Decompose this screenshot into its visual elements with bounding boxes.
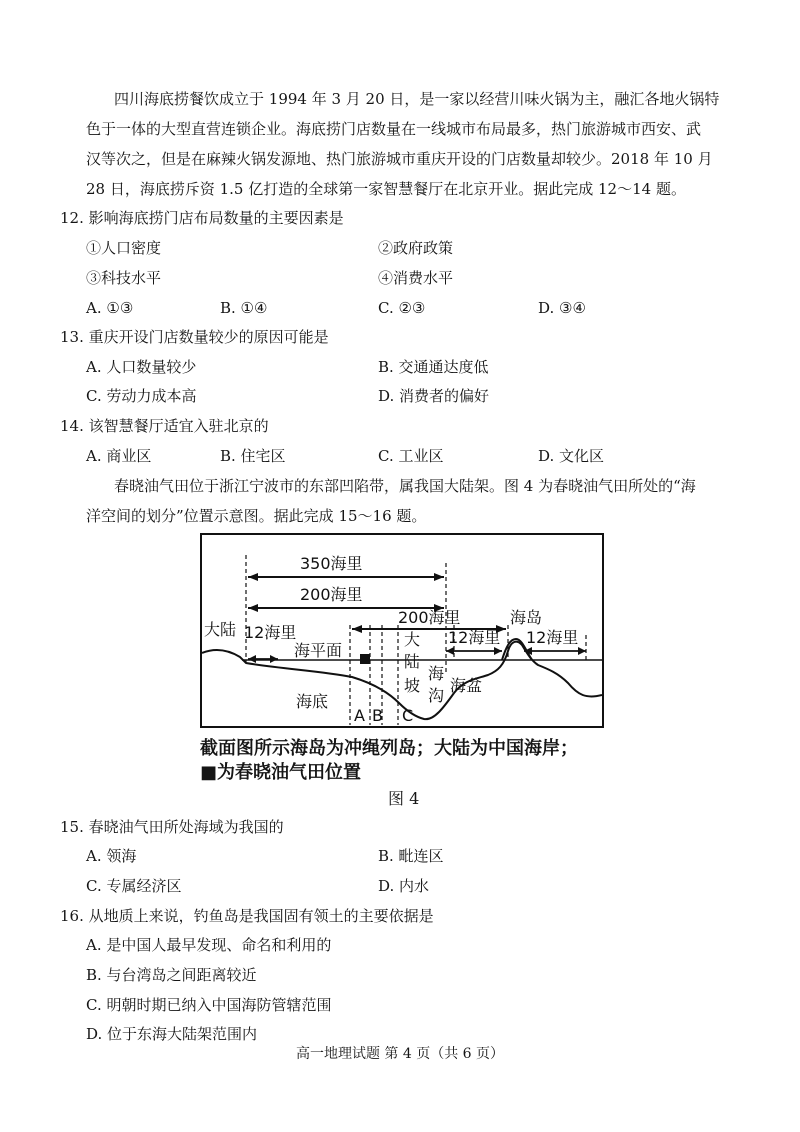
label-island: 海岛: [510, 608, 543, 627]
q16-option-a[interactable]: A. 是中国人最早发现、命名和利用的: [86, 936, 332, 954]
q16-stem: 16. 从地质上来说，钓鱼岛是我国固有领土的主要依据是: [60, 907, 434, 925]
passage1-line-1: 四川海底捞餐饮成立于 1994 年 3 月 20 日，是一家以经营川味火锅为主，融汇各地火锅特: [114, 90, 720, 108]
arrowhead: [494, 647, 502, 655]
q13-option-c[interactable]: C. 劳动力成本高: [86, 387, 197, 405]
label-ocean-basin: 海盆: [450, 676, 483, 695]
q15-option-b[interactable]: B. 毗连区: [378, 847, 444, 865]
q12-option-a[interactable]: A. ①③: [86, 299, 134, 317]
q13-option-b[interactable]: B. 交通通达度低: [378, 358, 489, 376]
label-continental-slope-2: 陆: [404, 652, 421, 671]
figure-caption-line-2: ■为春晓油气田位置: [200, 762, 362, 783]
page-footer: 高一地理试题 第 4 页（共 6 页）: [295, 1046, 505, 1062]
q12-option-b[interactable]: B. ①④: [220, 299, 268, 317]
label-12nm-right: 12海里: [526, 628, 579, 647]
label-continental-slope-1: 大: [404, 630, 421, 649]
label-12nm-mid: 12海里: [448, 628, 501, 647]
arrowhead: [248, 604, 258, 612]
q13-option-a[interactable]: A. 人口数量较少: [86, 358, 197, 376]
oil-gas-field-marker: [360, 654, 370, 664]
label-12nm-left: 12海里: [244, 623, 297, 642]
q15-option-a[interactable]: A. 领海: [86, 847, 137, 865]
label-continental-slope-3: 坡: [404, 676, 421, 695]
label-trench-1: 海: [428, 664, 445, 683]
ocean-zoning-diagram: [200, 533, 604, 728]
zone-label-a: A: [354, 706, 365, 725]
q15-option-c[interactable]: C. 专属经济区: [86, 877, 182, 895]
arrowhead: [270, 655, 278, 663]
arrowhead: [248, 655, 256, 663]
label-trench-2: 沟: [428, 686, 445, 705]
q16-option-c[interactable]: C. 明朝时期已纳入中国海防管辖范围: [86, 996, 332, 1014]
label-350nm: 350海里: [300, 554, 363, 573]
arrowhead: [434, 573, 444, 581]
q14-option-c[interactable]: C. 工业区: [378, 447, 444, 465]
q13-option-d[interactable]: D. 消费者的偏好: [378, 387, 490, 405]
q14-option-d[interactable]: D. 文化区: [538, 447, 605, 465]
q13-stem: 13. 重庆开设门店数量较少的原因可能是: [60, 328, 329, 346]
q12-stem: 12. 影响海底捞门店布局数量的主要因素是: [60, 209, 344, 227]
q12-item-1: ①人口密度: [86, 239, 162, 257]
q16-option-d[interactable]: D. 位于东海大陆架范围内: [86, 1025, 258, 1043]
passage1-line-4: 28 日，海底捞斥资 1.5 亿打造的全球第一家智慧餐厅在北京开业。据此完成 12～14 题。: [86, 180, 686, 198]
passage2-line-1: 春晓油气田位于浙江宁波市的东部凹陷带，属我国大陆架。图 4 为春晓油气田所处的“海: [114, 477, 696, 495]
zone-label-b: B: [372, 706, 383, 725]
q12-item-2: ②政府政策: [378, 239, 454, 257]
q16-option-b[interactable]: B. 与台湾岛之间距离较近: [86, 966, 257, 984]
zone-label-c: C: [402, 706, 414, 725]
arrowhead: [352, 625, 362, 633]
figure-caption-line-1: 截面图所示海岛为冲绳列岛；大陆为中国海岸；: [200, 738, 578, 759]
label-mainland: 大陆: [204, 620, 237, 639]
q12-option-d[interactable]: D. ③④: [538, 299, 586, 317]
diagram-svg: [202, 535, 602, 726]
label-200nm-right: 200海里: [398, 608, 461, 627]
passage1-line-2: 色于一体的大型直营连锁企业。海底捞门店数量在一线城市布局最多，热门旅游城市西安、武: [86, 120, 702, 138]
label-200nm-top: 200海里: [300, 585, 363, 604]
q15-option-d[interactable]: D. 内水: [378, 877, 430, 895]
arrowhead: [578, 647, 586, 655]
arrowhead: [446, 647, 454, 655]
q12-item-4: ④消费水平: [378, 269, 454, 287]
q14-option-a[interactable]: A. 商业区: [86, 447, 152, 465]
label-shelf-floor: 海底: [296, 692, 329, 711]
passage2-line-2: 洋空间的划分”位置示意图。据此完成 15～16 题。: [86, 507, 427, 525]
q12-option-c[interactable]: C. ②③: [378, 299, 426, 317]
q15-stem: 15. 春晓油气田所处海域为我国的: [60, 818, 284, 836]
passage1-line-3: 汉等次之，但是在麻辣火锅发源地、热门旅游城市重庆开设的门店数量却较少。2018 年 10 月: [86, 150, 713, 168]
q14-stem: 14. 该智慧餐厅适宜入驻北京的: [60, 417, 269, 435]
figure-number: 图 4: [388, 789, 420, 808]
q14-option-b[interactable]: B. 住宅区: [220, 447, 286, 465]
q12-item-3: ③科技水平: [86, 269, 162, 287]
label-sea-level: 海平面: [294, 641, 343, 660]
arrowhead: [248, 573, 258, 581]
